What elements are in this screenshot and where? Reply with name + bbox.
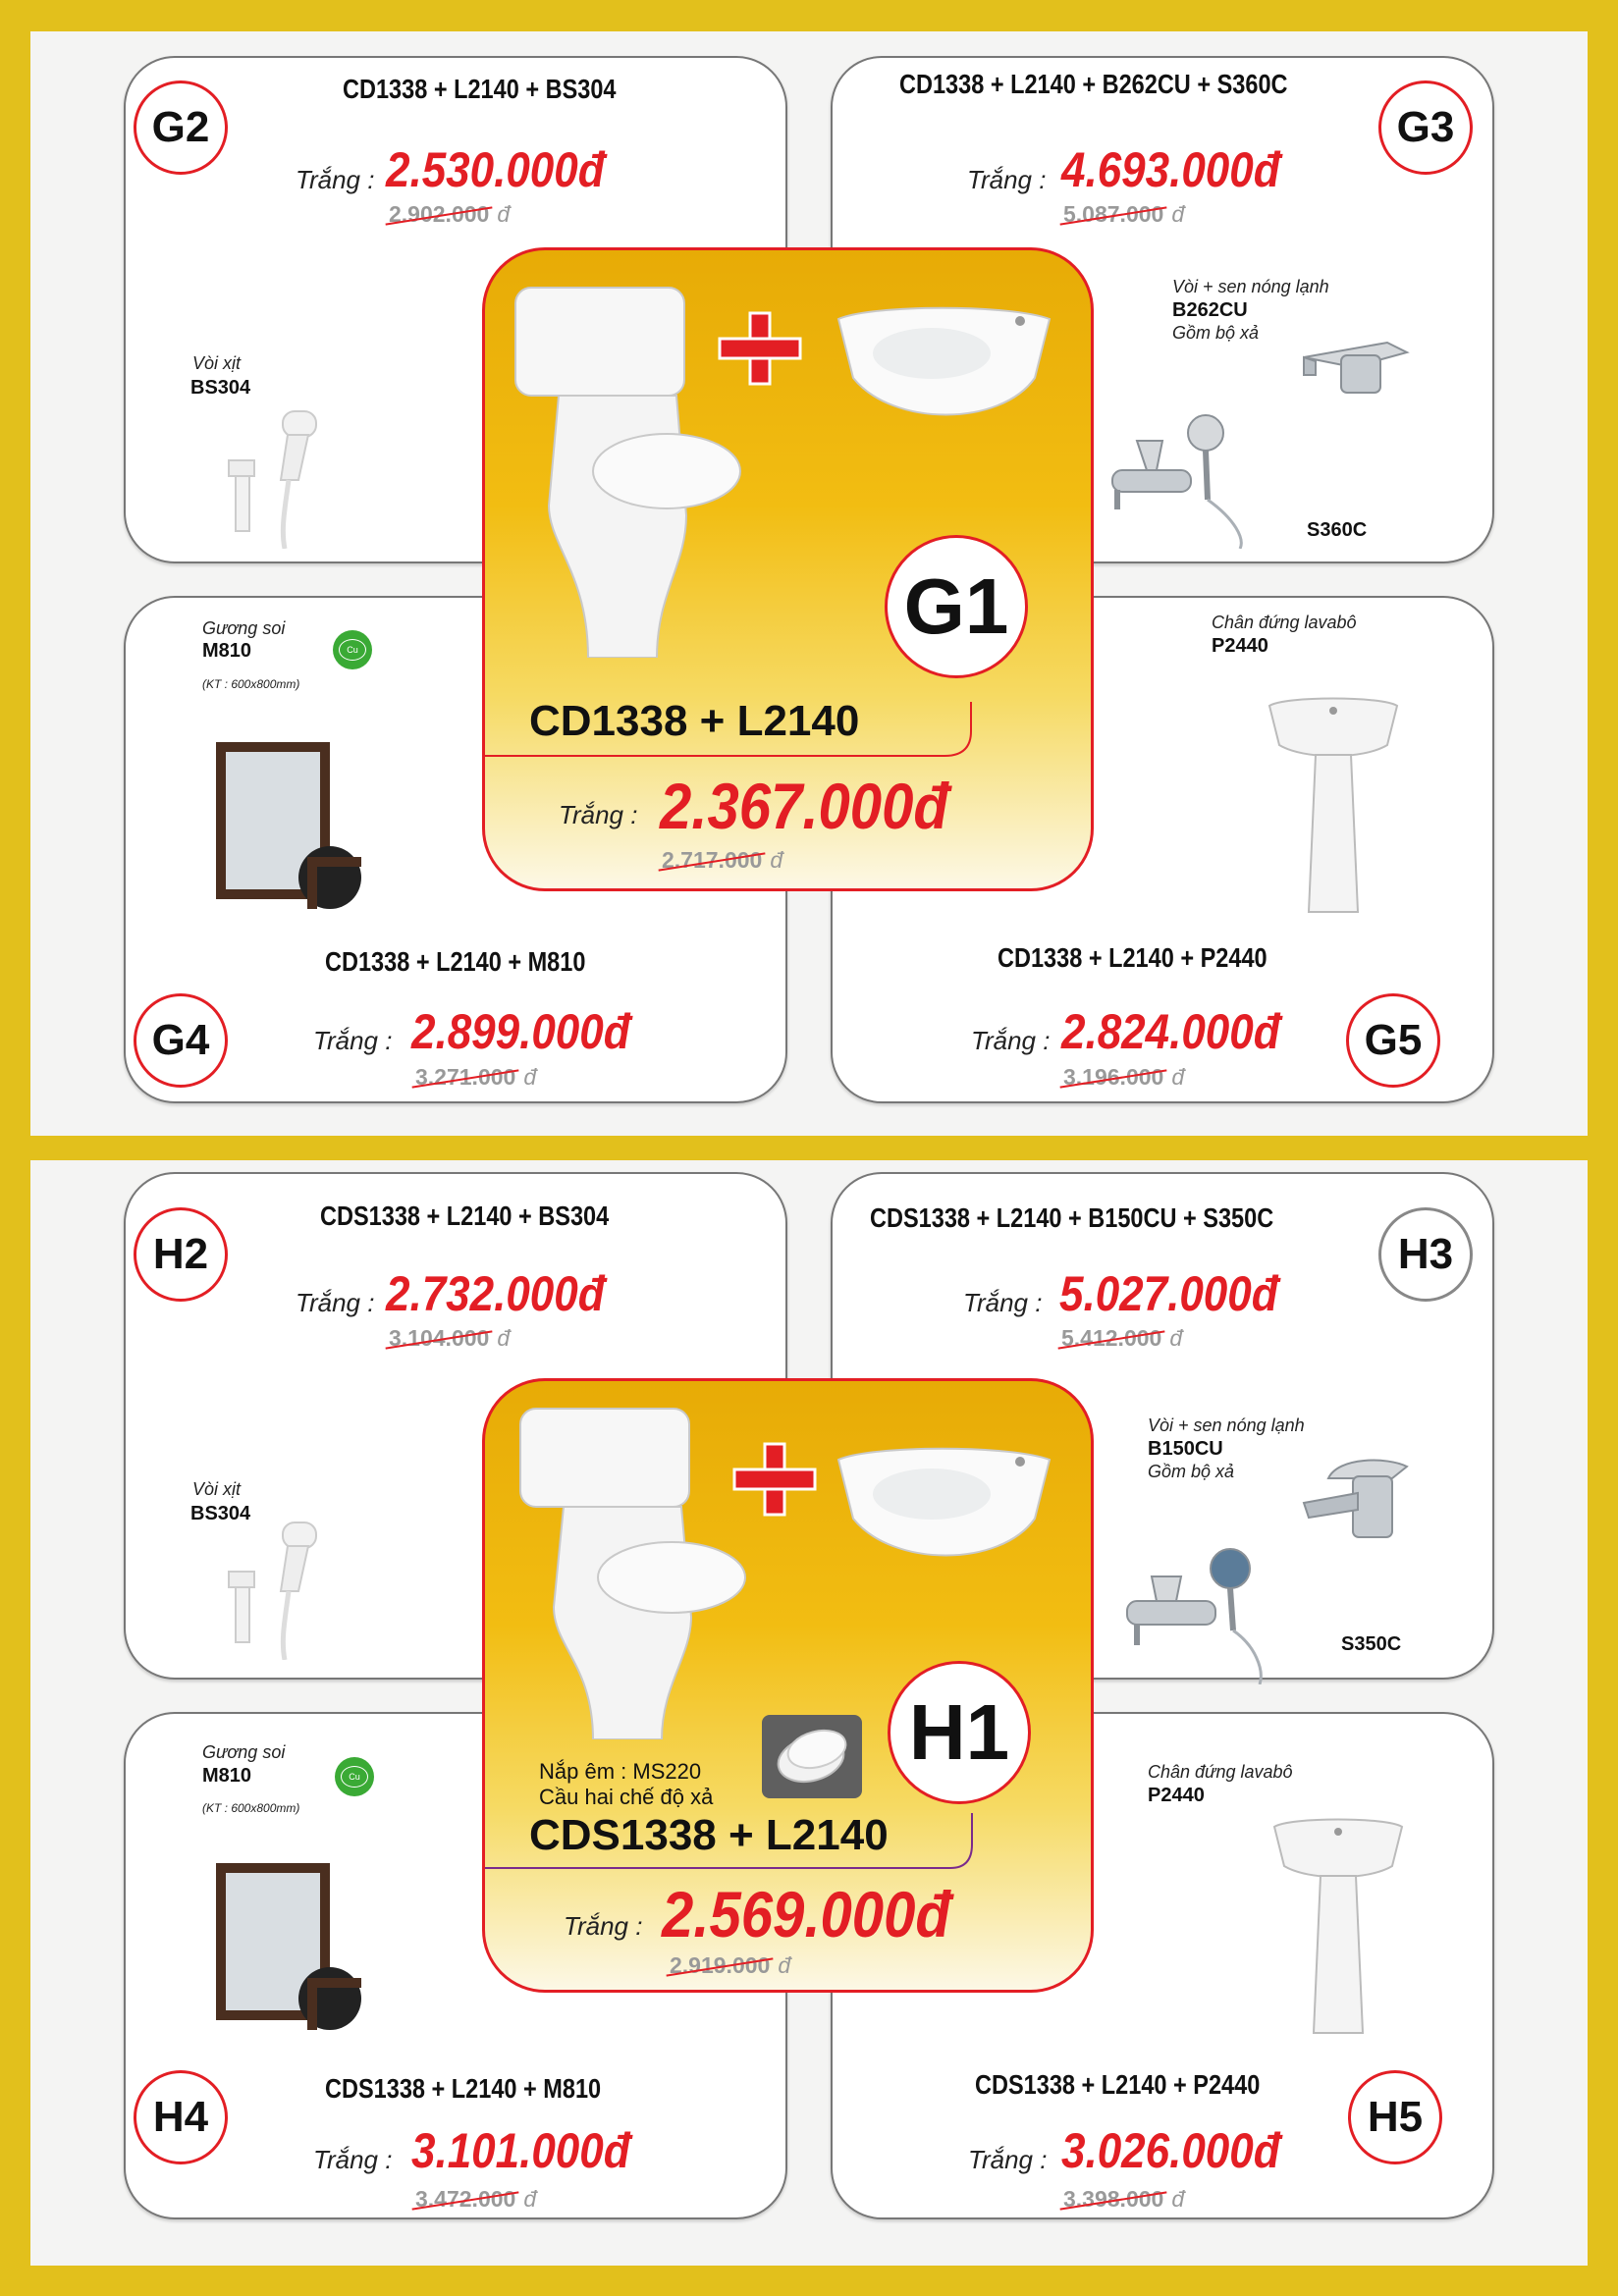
price-label: Trắng : xyxy=(564,1911,643,1941)
product-code: BS304 xyxy=(190,377,251,399)
old-price xyxy=(389,1325,510,1352)
faucet-icon xyxy=(1299,1449,1417,1547)
combo-badge: H2 xyxy=(134,1207,228,1302)
shower-icon xyxy=(1098,411,1294,549)
plus-icon xyxy=(730,1440,819,1519)
combo-name: CDS1338 + L2140 + B150CU + S350C xyxy=(870,1202,1274,1233)
product-sub: Gồm bộ xả xyxy=(1172,323,1260,343)
price: 2.899.000đ xyxy=(411,1004,630,1059)
price-label: Trắng : xyxy=(313,1026,393,1055)
product-caption: Vòi xịt xyxy=(192,353,242,373)
product-caption: Gương soi xyxy=(202,1742,286,1762)
old-price xyxy=(1063,2186,1184,2213)
currency: đ xyxy=(497,1325,511,1351)
old-price xyxy=(662,847,782,874)
shower-icon xyxy=(1117,1547,1314,1684)
price-label: Trắng : xyxy=(296,165,375,194)
currency: đ xyxy=(770,847,783,873)
price-label: Trắng : xyxy=(313,2145,393,2174)
product-caption: Vòi + sen nóng lạnh xyxy=(1148,1415,1305,1435)
product-code: M810 xyxy=(202,1765,252,1787)
plus-icon xyxy=(716,309,804,388)
price-label: Trắng : xyxy=(559,800,638,829)
product-caption: Gương soi xyxy=(202,618,286,638)
old-price-value: 3.472.000 xyxy=(415,2186,516,2212)
combo-panel-h xyxy=(30,1160,1588,2266)
old-price-value: 3.398.000 xyxy=(1063,2186,1164,2212)
product-caption: Vòi + sen nóng lạnh xyxy=(1172,277,1329,296)
old-price xyxy=(1061,1325,1182,1352)
currency: đ xyxy=(497,201,511,227)
cu-badge xyxy=(335,1757,374,1796)
product-size: (KT : 600x800mm) xyxy=(202,1801,300,1815)
price-label: Trắng : xyxy=(963,1288,1043,1317)
currency: đ xyxy=(523,1064,537,1090)
currency: đ xyxy=(523,2186,537,2212)
combo-name: CD1338 + L2140 + BS304 xyxy=(343,74,617,104)
combo-badge: G2 xyxy=(134,80,228,175)
product-code: B262CU xyxy=(1172,299,1248,321)
price: 5.027.000đ xyxy=(1059,1266,1278,1321)
combo-title: CDS1338 + L2140 xyxy=(529,1811,889,1859)
old-price-value: 3.104.000 xyxy=(389,1325,490,1351)
faucet-icon xyxy=(1294,318,1422,397)
product-code: M810 xyxy=(202,640,252,662)
combo-name: CDS1338 + L2140 + M810 xyxy=(325,2073,602,2104)
old-price-value: 3.271.000 xyxy=(415,1064,516,1090)
bidet-spray-icon xyxy=(224,1513,342,1660)
combo-title: CD1338 + L2140 xyxy=(529,697,860,745)
feature-note: Cầu hai chế độ xả xyxy=(539,1785,714,1809)
product-code: S350C xyxy=(1341,1633,1402,1655)
combo-badge: G3 xyxy=(1378,80,1473,175)
combo-name: CD1338 + L2140 + M810 xyxy=(325,946,586,977)
old-price-value: 5.412.000 xyxy=(1061,1325,1162,1351)
combo-badge: G1 xyxy=(885,535,1028,678)
old-price-value: 2.717.000 xyxy=(662,847,763,873)
pedestal-icon xyxy=(1265,691,1402,927)
old-price-value: 3.196.000 xyxy=(1063,1064,1164,1090)
price: 3.026.000đ xyxy=(1061,2123,1280,2178)
product-code: P2440 xyxy=(1212,635,1268,657)
combo-badge: H5 xyxy=(1348,2070,1442,2164)
currency: đ xyxy=(1171,1064,1185,1090)
product-sub: Gồm bộ xả xyxy=(1148,1462,1235,1481)
currency: đ xyxy=(1171,2186,1185,2212)
currency: đ xyxy=(1171,201,1185,227)
price-label: Trắng : xyxy=(968,2145,1048,2174)
bidet-spray-icon xyxy=(224,401,342,549)
mirror-icon xyxy=(214,740,381,912)
product-code: S360C xyxy=(1307,519,1368,541)
price-label: Trắng : xyxy=(971,1026,1051,1055)
cu-badge xyxy=(333,630,372,669)
product-size: (KT : 600x800mm) xyxy=(202,677,300,691)
product-code: B150CU xyxy=(1148,1438,1223,1460)
price: 3.101.000đ xyxy=(411,2123,630,2178)
combo-card-g1[interactable] xyxy=(482,247,1094,891)
old-price xyxy=(670,1952,790,1979)
old-price-value: 2.919.000 xyxy=(670,1952,771,1978)
price-label: Trắng : xyxy=(296,1288,375,1317)
old-price xyxy=(1063,201,1184,228)
old-price xyxy=(415,1064,536,1091)
combo-name: CD1338 + L2140 + P2440 xyxy=(998,942,1267,973)
product-caption: Chân đứng lavabô xyxy=(1212,613,1357,632)
old-price xyxy=(1063,1064,1184,1091)
price: 2.367.000đ xyxy=(660,770,948,842)
combo-panel-g xyxy=(30,31,1588,1136)
currency: đ xyxy=(1169,1325,1183,1351)
cu-label: Cu xyxy=(339,639,366,661)
product-caption: Chân đứng lavabô xyxy=(1148,1762,1293,1782)
combo-card-h1[interactable] xyxy=(482,1378,1094,1993)
product-code: P2440 xyxy=(1148,1785,1205,1806)
basin-icon xyxy=(834,1440,1054,1568)
product-code: BS304 xyxy=(190,1503,251,1524)
old-price-value: 5.087.000 xyxy=(1063,201,1164,227)
combo-badge: G5 xyxy=(1346,993,1440,1088)
price: 2.824.000đ xyxy=(1061,1004,1280,1059)
combo-name: CD1338 + L2140 + B262CU + S360C xyxy=(899,69,1288,99)
basin-icon xyxy=(834,299,1054,427)
price: 4.693.000đ xyxy=(1061,142,1280,197)
old-price xyxy=(415,2186,536,2213)
combo-name: CDS1338 + L2140 + BS304 xyxy=(320,1201,610,1231)
toilet-icon xyxy=(514,1401,750,1739)
pedestal-icon xyxy=(1269,1812,1407,2048)
combo-name: CDS1338 + L2140 + P2440 xyxy=(975,2069,1261,2100)
cu-label: Cu xyxy=(341,1766,368,1788)
combo-badge: H3 xyxy=(1378,1207,1473,1302)
product-caption: Vòi xịt xyxy=(192,1479,242,1499)
mirror-icon xyxy=(214,1861,381,2033)
combo-badge: H4 xyxy=(134,2070,228,2164)
old-price xyxy=(389,201,510,228)
toilet-icon xyxy=(510,280,745,658)
combo-badge: H1 xyxy=(888,1661,1031,1804)
currency: đ xyxy=(778,1952,791,1978)
price: 2.569.000đ xyxy=(662,1878,950,1950)
price-label: Trắng : xyxy=(967,165,1047,194)
combo-badge: G4 xyxy=(134,993,228,1088)
old-price-value: 2.902.000 xyxy=(389,201,490,227)
feature-note: Nắp êm : MS220 xyxy=(539,1759,702,1784)
price: 2.530.000đ xyxy=(386,142,605,197)
price: 2.732.000đ xyxy=(386,1266,605,1321)
